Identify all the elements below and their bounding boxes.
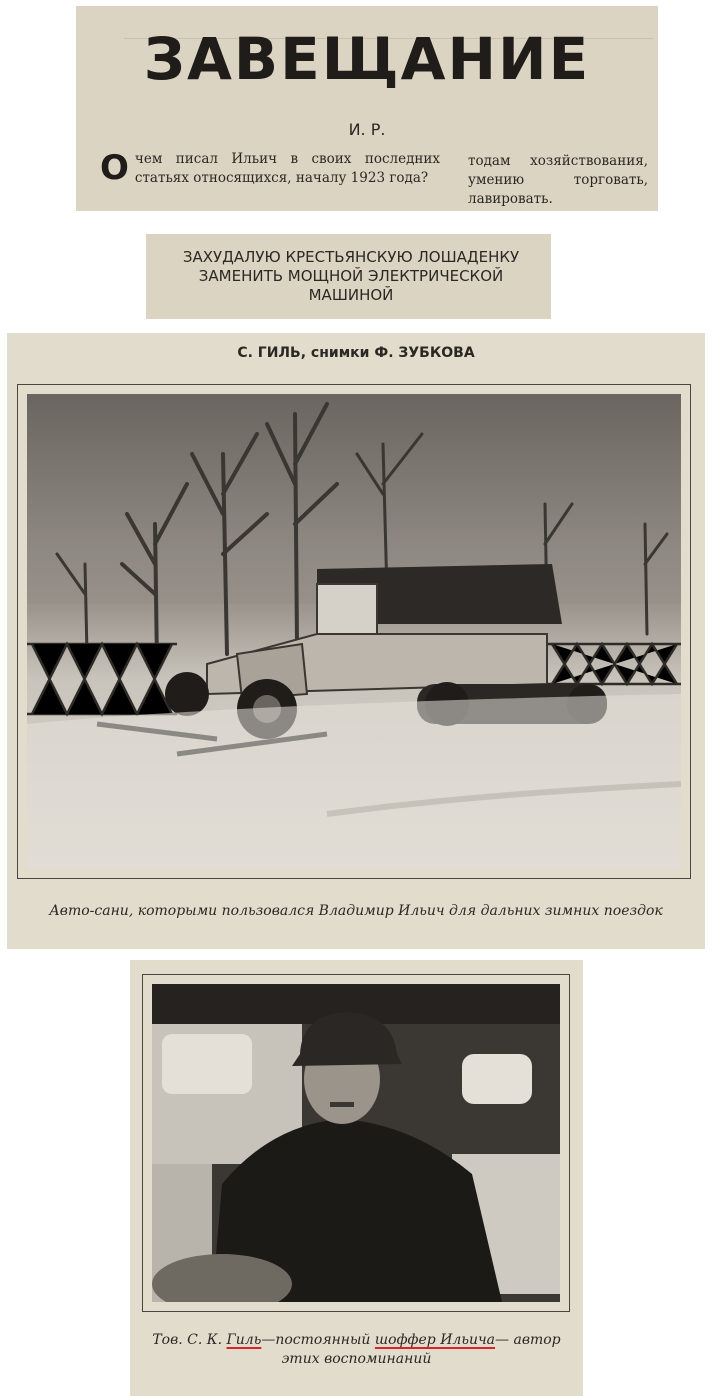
article-title: ЗАВЕЩАНИЕ: [143, 25, 591, 93]
caption-prefix: Тов. С. К.: [152, 1332, 227, 1348]
caption-name: Гиль: [226, 1332, 262, 1348]
snow-car-photo: [27, 394, 681, 869]
lead-paragraph: [100, 150, 440, 188]
photo-caption: Авто-сани, которыми пользовался Владимир Ильич для дальних зимних поездок: [49, 903, 663, 919]
chauffeur-portrait-photo: [152, 984, 560, 1302]
author-initials: И. Р.: [348, 120, 386, 139]
portrait-caption: [144, 1331, 569, 1369]
snow-car-clipping: [7, 333, 705, 949]
caption-middle: —постоянный: [261, 1332, 375, 1348]
right-column-text: тодам хозяйствования, умению торговать, лавировать.: [468, 153, 648, 207]
slogan-clipping: [146, 234, 551, 319]
portrait-clipping: [130, 960, 583, 1396]
slogan-text: ЗАХУДАЛУЮ КРЕСТЬЯНСКУЮ ЛОШАДЕНКУ ЗАМЕНИТЬ МОЩНОЙ ЭЛЕКТРИЧЕСКОЙ МАШИНОЙ: [182, 248, 520, 304]
article-header-clipping: [76, 6, 658, 211]
drop-cap: О: [100, 148, 129, 188]
caption-suffix: — автор этих воспоминаний: [281, 1332, 561, 1367]
caption-role: шоффер Ильича: [374, 1332, 496, 1348]
photo-credit: С. ГИЛЬ, снимки Ф. ЗУБКОВА: [237, 345, 475, 361]
lead-text: чем писал Ильич в своих последних статьях относящихся, началу 1923 года?: [134, 151, 440, 186]
